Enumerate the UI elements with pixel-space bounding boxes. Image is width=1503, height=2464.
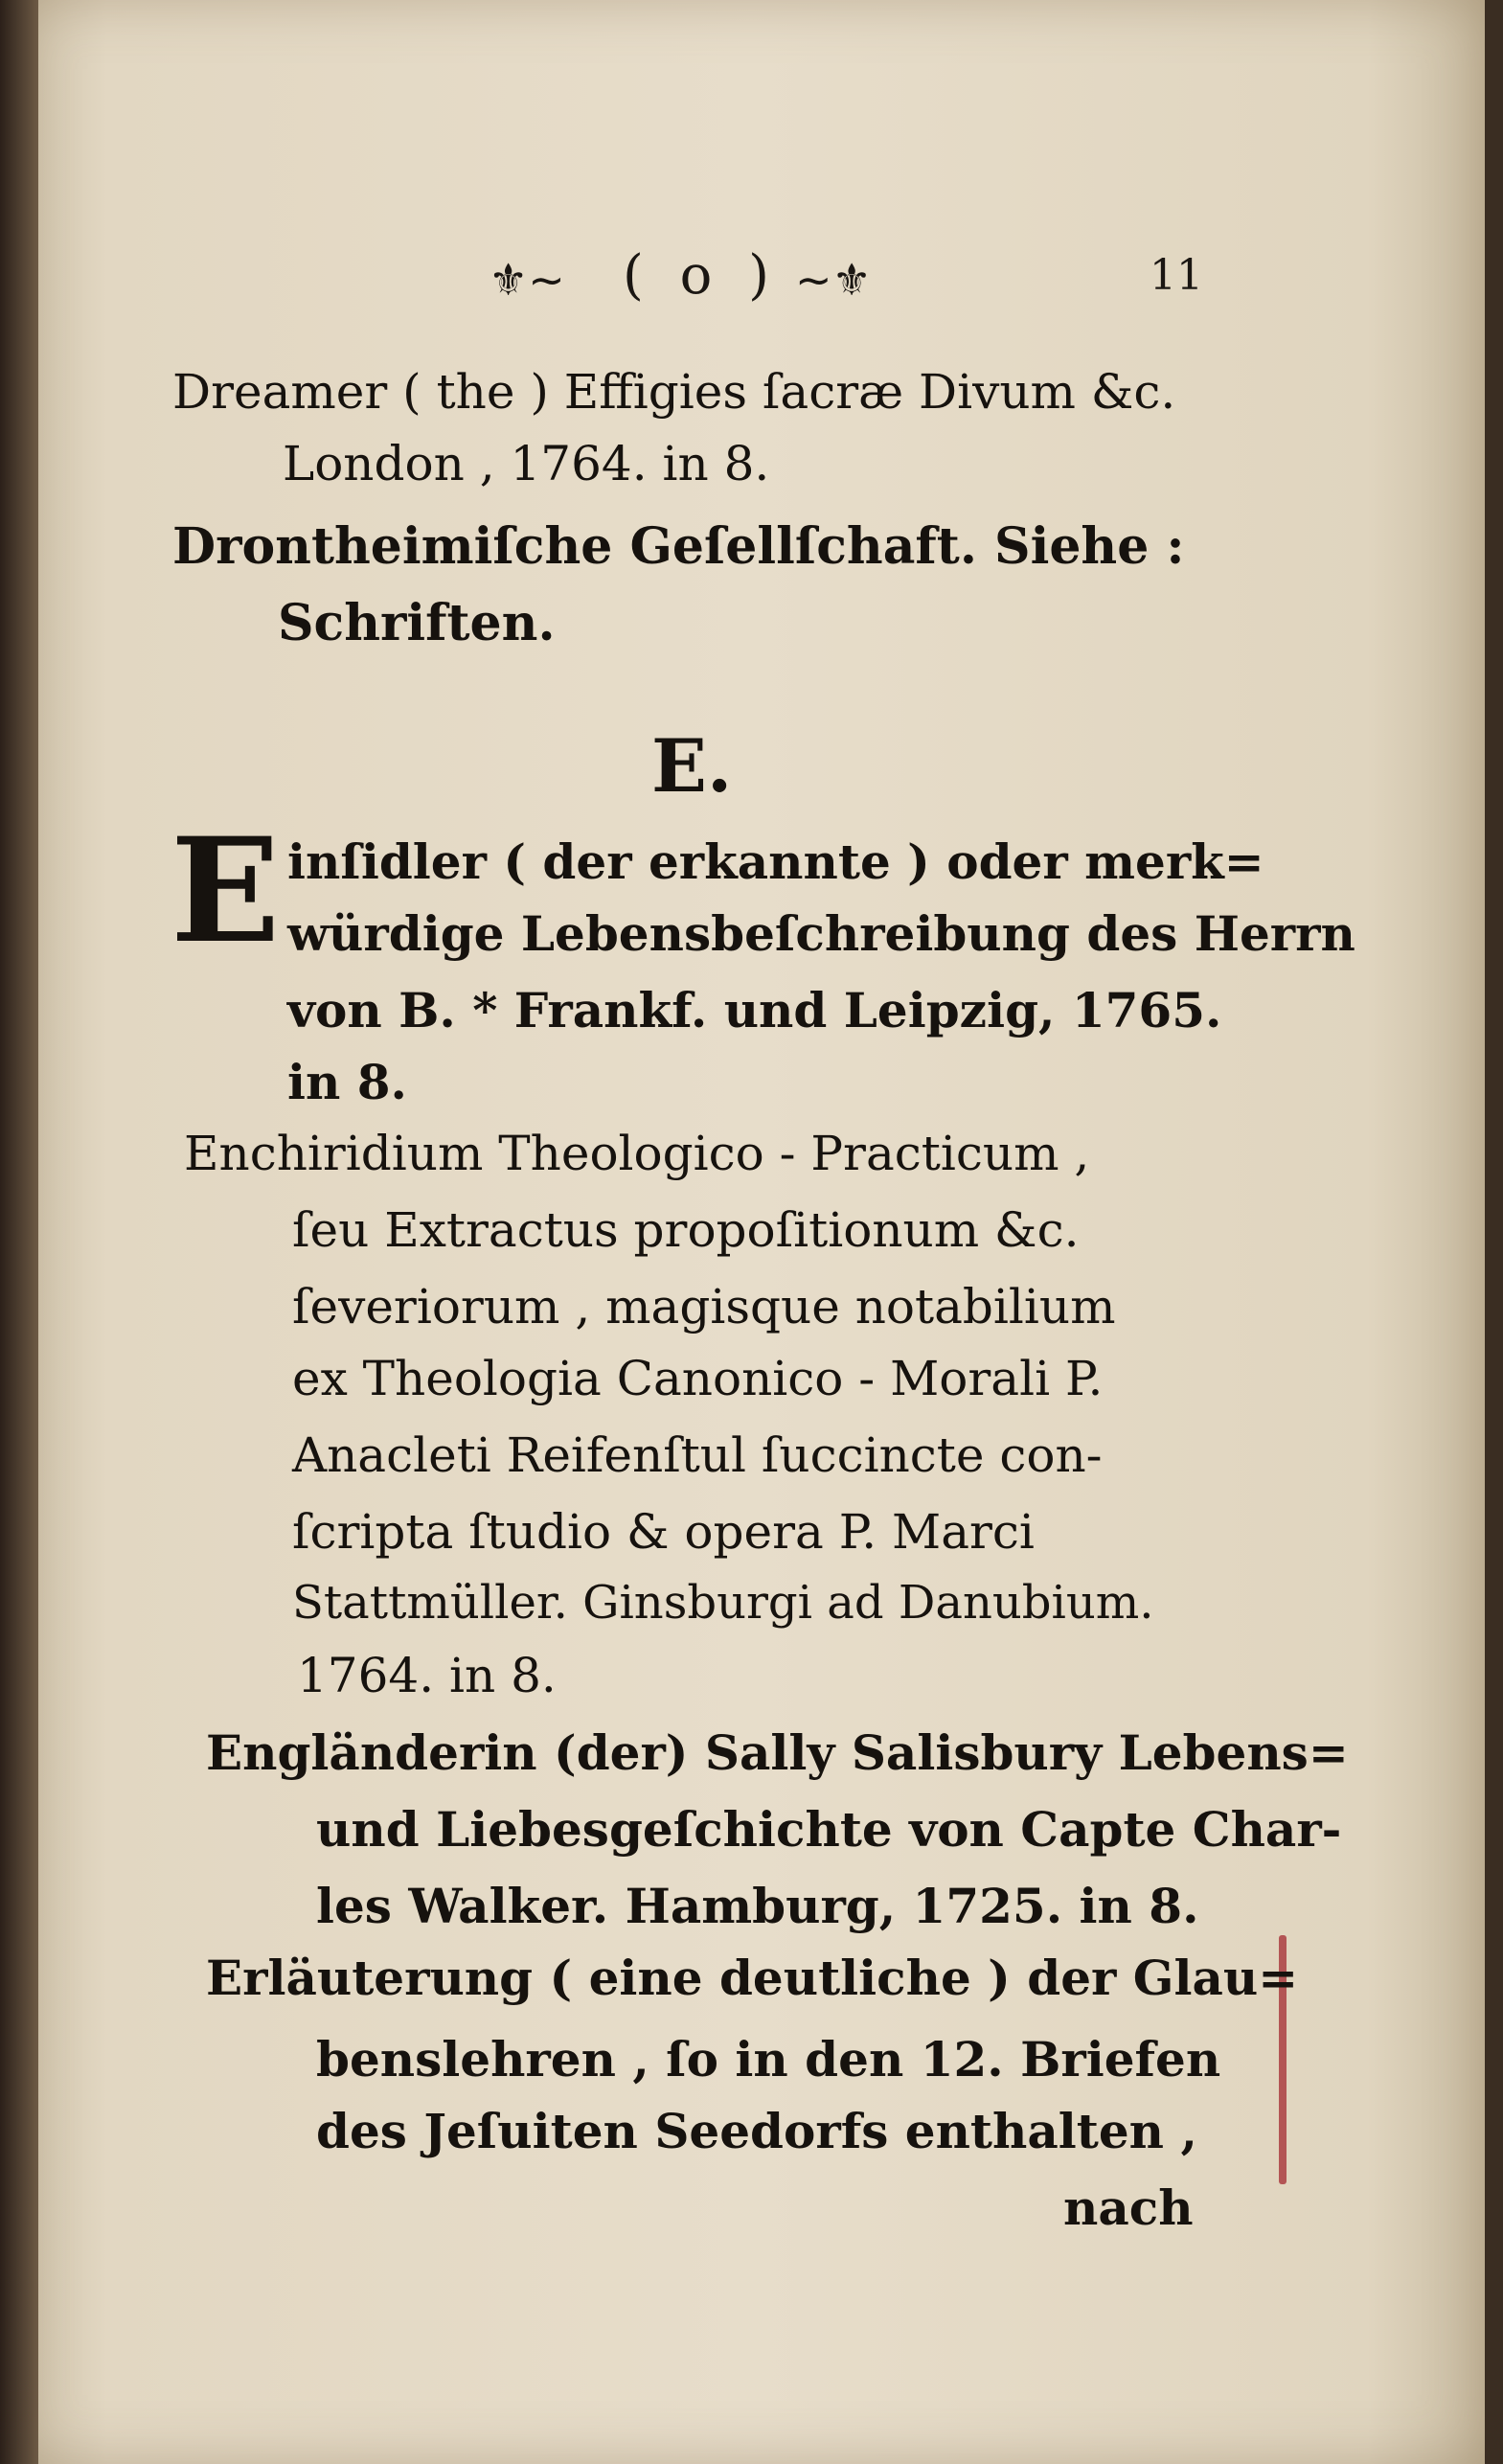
text-line: ſeveriorum , magisque notabilium	[292, 1279, 1116, 1335]
text-line: Anacleti Reifenſtul ſuccincte con-	[292, 1427, 1103, 1483]
text-line: ex Theologia Canonico - Morali P.	[292, 1351, 1104, 1406]
text-line: benslehren , ſo in den 12. Briefen	[316, 2031, 1221, 2088]
text-line: 1764. in 8.	[297, 1648, 557, 1703]
left-ornament: ⚜~	[489, 254, 565, 306]
text-line: Dreamer ( the ) Effigies ſacræ Divum &c.	[172, 364, 1176, 420]
text-line: London , 1764. in 8.	[283, 436, 770, 491]
text-line: les Walker. Hamburg, 1725. in 8.	[316, 1878, 1199, 1934]
page-gutter	[0, 0, 38, 2464]
page-number: 11	[1150, 251, 1203, 300]
text-line: Erläuterung ( eine deutliche ) der Glau=	[206, 1950, 1299, 2006]
text-line: ſeu Extractus propoſitionum &c.	[292, 1202, 1080, 1258]
text-line: Engländerin (der) Sally Salisbury Lebens=	[206, 1724, 1349, 1781]
text-line: und Liebesgeſchichte von Capte Char-	[316, 1801, 1342, 1858]
text-line: Drontheimiſche Geſellſchaft. Siehe :	[172, 517, 1185, 576]
text-line: Enchiridium Theologico - Practicum ,	[184, 1126, 1090, 1181]
text-line: von B. * Frankf. und Leipzig, 1765.	[287, 982, 1222, 1038]
initial-letter: E	[171, 807, 281, 975]
text-line: Stattmüller. Ginsburgi ad Danubium.	[292, 1576, 1154, 1630]
text-line: würdige Lebensbeſchreibung des Herrn	[287, 905, 1355, 962]
text-line: Schriften.	[278, 594, 556, 652]
text-line: inſidler ( der erkannte ) oder merk=	[287, 833, 1264, 890]
right-ornament: ~⚜	[795, 254, 872, 306]
text-line: in 8.	[287, 1054, 407, 1110]
text-line: des Jeſuiten Seedorfs enthalten ,	[316, 2103, 1197, 2159]
section-heading: E.	[651, 723, 733, 809]
header-mark: ( o )	[623, 244, 780, 307]
text-line: ſcripta ſtudio & opera P. Marci	[292, 1504, 1035, 1560]
catchword: nach	[1063, 2179, 1194, 2236]
